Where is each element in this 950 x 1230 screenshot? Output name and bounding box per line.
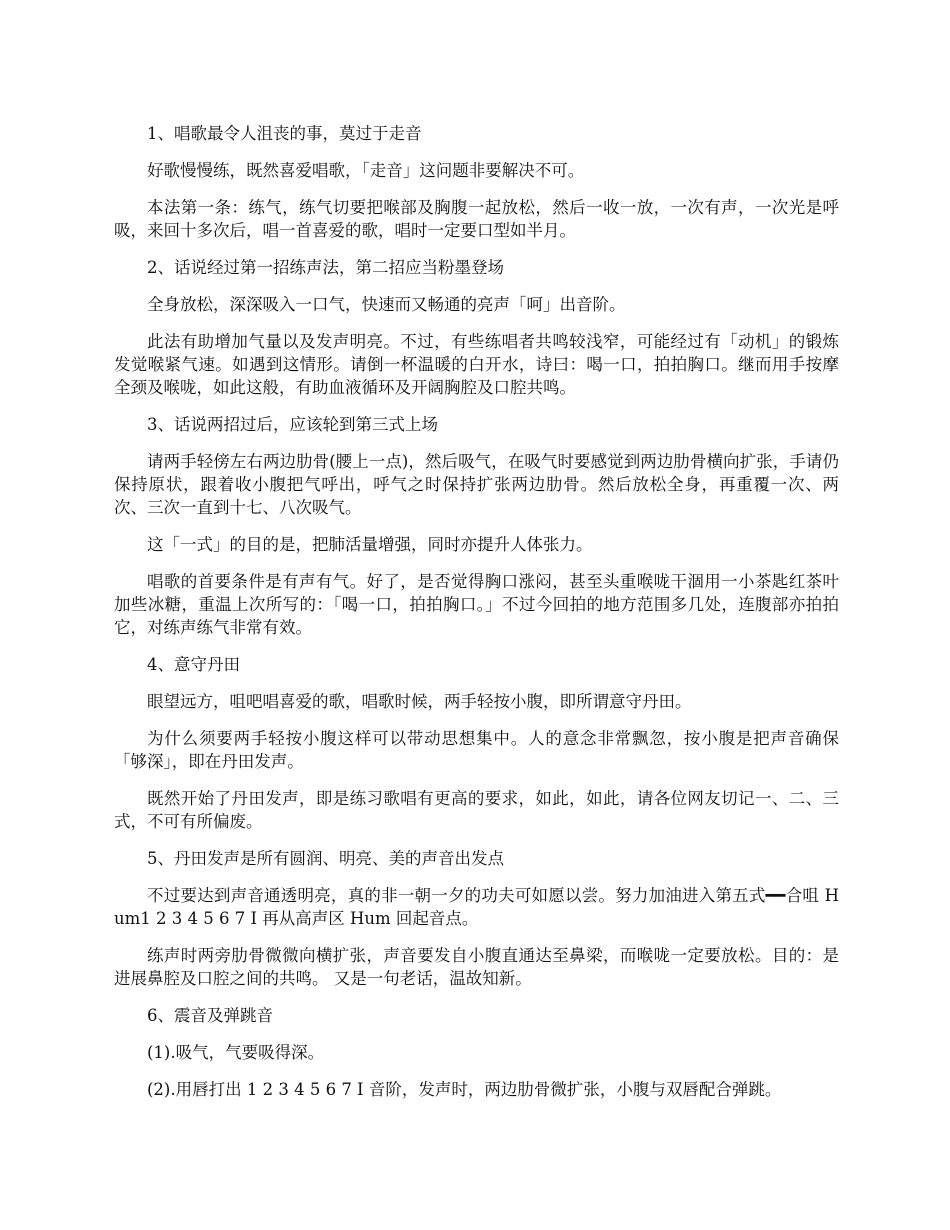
paragraph: 不过要达到声音通透明亮，真的非一朝一夕的功夫可如愿以尝。努力加油进入第五式━━合咀 Hum1 2 3 4 5 6 7 I 再从高声区 Hum 回起音点。: [114, 886, 839, 928]
section-heading-5: 5、丹田发声是所有圆润、明亮、美的声音出发点: [147, 849, 504, 868]
paragraph: 既然开始了丹田发声，即是练习歌唱有更高的要求，如此，如此，请各位网友切记一、二、三式，不可有所偏废。: [114, 789, 839, 831]
document-body: [114, 122, 839, 1115]
paragraph: 好歌慢慢练，既然喜爱唱歌，「走音」这问题非要解决不可。: [147, 161, 585, 180]
paragraph: (2).用唇打出 1 2 3 4 5 6 7 I 音阶，发声时，两边肋骨微扩张，小腹与双唇配合弹跳。: [147, 1080, 782, 1099]
paragraph: 请两手轻傍左右两边肋骨(腰上一点)，然后吸气，在吸气时要感觉到两边肋骨横向扩张，手请仍保持原状，跟着收小腹把气呼出，呼气之时保持扩张两边肋骨。然后放松全身，再重覆一次、两次、三次一直到十七、八次吸气。: [114, 452, 839, 517]
paragraph: 此法有助增加气量以及发声明亮。不过，有些练唱者共鸣较浅窄，可能经过有「动机」的锻炼发觉喉紧气速。如遇到这情形。请倒一杯温暖的白开水，诗曰：喝一口，拍拍胸口。继而用手按摩全颈及喉咙，如此这般，有助血液循环及开阔胸腔及口腔共鸣。: [114, 332, 839, 397]
section-heading-3: 3、话说两招过后，应该轮到第三式上场: [147, 415, 438, 434]
section-heading-1: 1、唱歌最令人沮丧的事，莫过于走音: [147, 124, 422, 143]
paragraph: 为什么须要两手轻按小腹这样可以带动思想集中。人的意念非常飘忽，按小腹是把声音确保「够深」，即在丹田发声。: [114, 729, 839, 771]
section-heading-6: 6、震音及弹跳音: [147, 1006, 273, 1025]
paragraph: 这「一式」的目的是，把肺活量增强，同时亦提升人体张力。: [147, 535, 593, 554]
paragraph: 全身放松，深深吸入一口气，快速而又畅通的亮声「呵」出音阶。: [147, 295, 626, 314]
paragraph: 本法第一条：练气，练气切要把喉部及胸腹一起放松，然后一收一放，一次有声，一次光是呼吸，来回十多次后，唱一首喜爱的歌，唱时一定要口型如半月。: [114, 198, 839, 240]
paragraph: (1).吸气，气要吸得深。: [147, 1043, 325, 1062]
paragraph: 练声时两旁肋骨微微向横扩张，声音要发自小腹直通达至鼻梁，而喉咙一定要放松。目的：是进展鼻腔及口腔之间的共鸣。 又是一句老话，温故知新。: [114, 946, 839, 988]
paragraph: 唱歌的首要条件是有声有气。好了，是否觉得胸口涨闷，甚至头重喉咙干涸用一小茶匙红茶叶加些冰糖，重温上次所写的：「喝一口，拍拍胸口。」不过今回拍的地方范围多几处，连腹部亦拍拍它，对练声练气非常有效。: [114, 572, 839, 637]
section-heading-2: 2、话说经过第一招练声法，第二招应当粉墨登场: [147, 258, 504, 277]
section-heading-4: 4、意守丹田: [147, 655, 240, 674]
paragraph: 眼望远方，咀吧唱喜爱的歌，唱歌时候，两手轻按小腹，即所谓意守丹田。: [147, 692, 692, 711]
